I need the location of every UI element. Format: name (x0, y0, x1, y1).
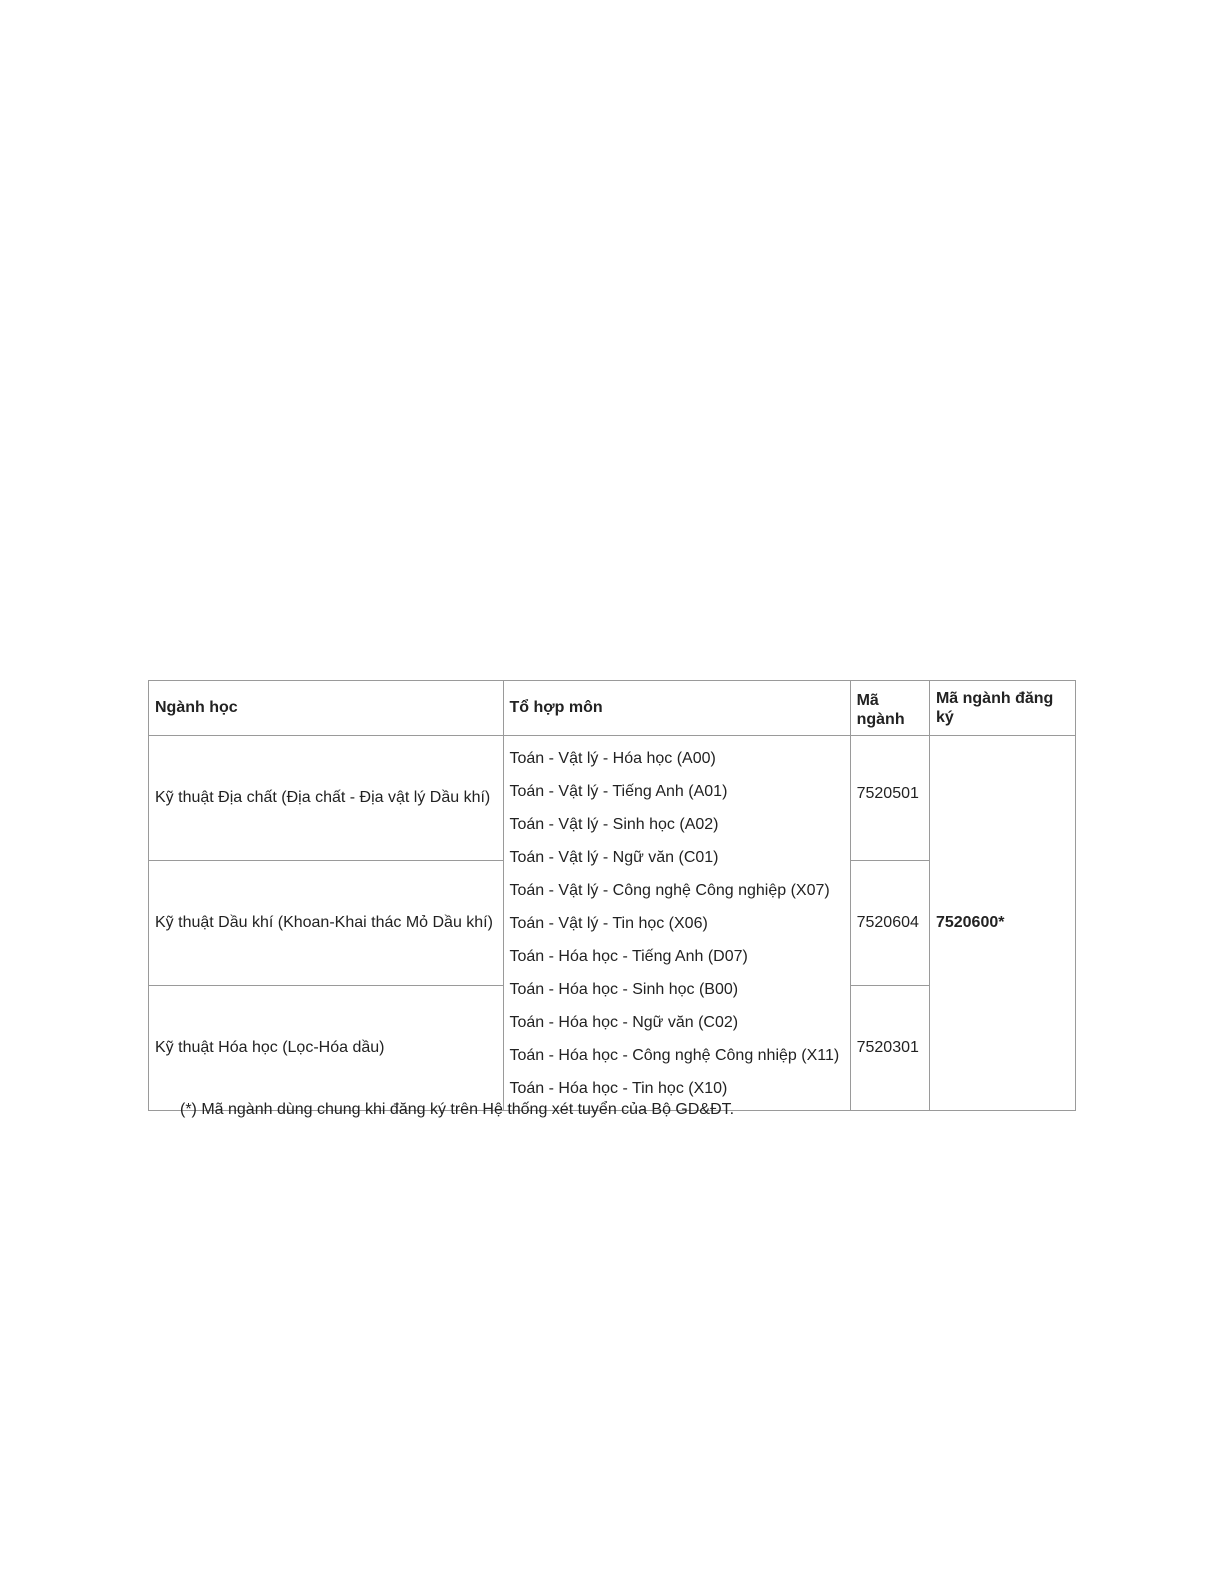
code-cell: 7520604 (850, 861, 929, 986)
combination-item: Toán - Vật lý - Tiếng Anh (A01) (509, 782, 728, 800)
table-row (149, 736, 1076, 861)
combination-cell (503, 736, 850, 1111)
header-registration-code: Mã ngành đăng ký (929, 681, 1075, 736)
combination-item: Toán - Hóa học - Ngữ văn (C02) (509, 1013, 739, 1031)
header-major: Ngành học (149, 681, 504, 736)
footnote: (*) Mã ngành dùng chung khi đăng ký trên Hệ thống xét tuyển của Bộ GD&ĐT. (180, 1101, 735, 1118)
major-cell: Kỹ thuật Địa chất (Địa chất - Địa vật lý Dầu khí) (149, 736, 504, 861)
combination-item: Toán - Vật lý - Tin học (X06) (509, 914, 708, 932)
combination-item: Toán - Vật lý - Sinh học (A02) (509, 815, 719, 833)
combination-item: Toán - Hóa học - Tiếng Anh (D07) (509, 947, 748, 965)
registration-code-cell: 7520600* (929, 736, 1075, 1111)
combination-item: Toán - Vật lý - Công nghệ Công nghiệp (X07) (509, 881, 830, 899)
combination-item: Toán - Vật lý - Hóa học (A00) (509, 749, 716, 767)
combination-item: Toán - Vật lý - Ngữ văn (C01) (509, 848, 719, 866)
table-header-row (149, 681, 1076, 736)
code-cell: 7520501 (850, 736, 929, 861)
combination-item: Toán - Hóa học - Tin học (X10) (509, 1079, 728, 1097)
header-code: Mã ngành (850, 681, 929, 736)
code-cell: 7520301 (850, 986, 929, 1111)
header-combination: Tổ hợp môn (503, 681, 850, 736)
combination-item: Toán - Hóa học - Sinh học (B00) (509, 980, 739, 998)
admission-table (148, 680, 1076, 1111)
admission-table-wrapper (148, 680, 1076, 1101)
combination-item: Toán - Hóa học - Công nghệ Công nhiệp (X11) (509, 1046, 840, 1064)
major-cell: Kỹ thuật Dầu khí (Khoan-Khai thác Mỏ Dầu khí) (149, 861, 504, 986)
major-cell: Kỹ thuật Hóa học (Lọc-Hóa dầu) (149, 986, 504, 1111)
